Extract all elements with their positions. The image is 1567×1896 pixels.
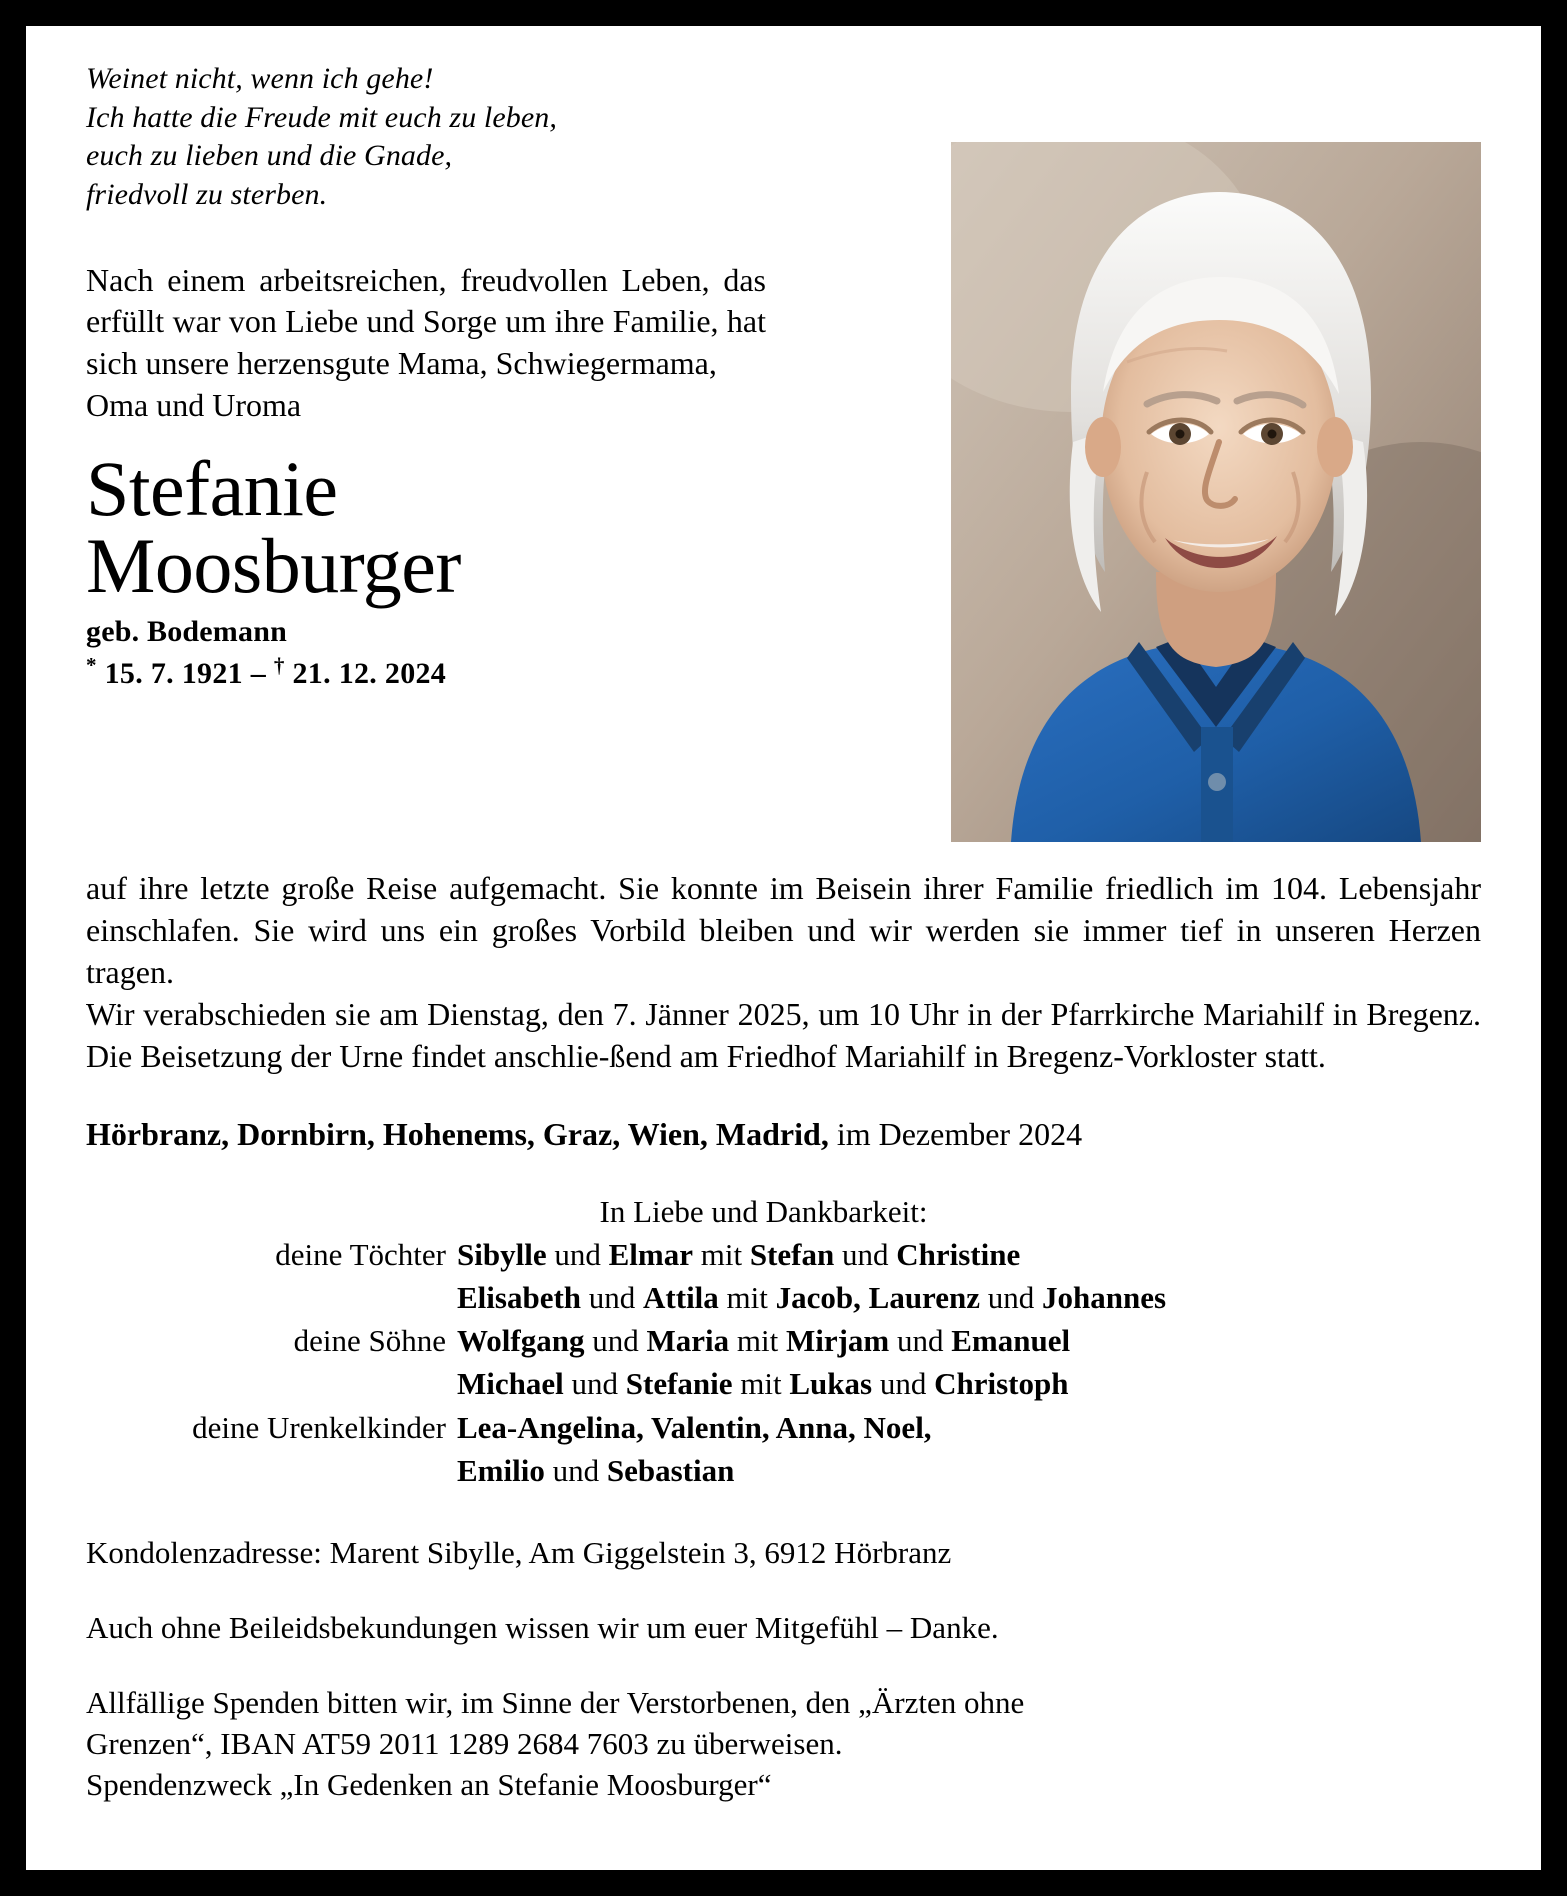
family-name-bold: Emilio bbox=[457, 1452, 545, 1488]
family-name-bold: Attila bbox=[643, 1279, 719, 1315]
family-row-names bbox=[457, 1450, 1481, 1491]
family-connector: mit bbox=[732, 1366, 790, 1402]
intro-last-line: Oma und Uroma bbox=[86, 386, 302, 423]
family-row-names bbox=[457, 1320, 1481, 1361]
deceased-name bbox=[86, 445, 786, 610]
places-line bbox=[86, 1116, 1481, 1153]
family-name-bold: Emanuel bbox=[951, 1323, 1071, 1359]
birth-star-symbol: * bbox=[86, 652, 97, 677]
text-column bbox=[86, 60, 786, 691]
places-date: im Dezember 2024 bbox=[828, 1115, 1083, 1152]
family-name-bold: Johannes bbox=[1042, 1279, 1167, 1315]
poem bbox=[86, 60, 786, 215]
family-name-bold: Elisabeth bbox=[457, 1279, 582, 1315]
paragraph-funeral: Wir verabschieden sie am Dienstag, den 7. Jänner 2025, um 10 Uhr in der Pfarrkirche Mariahilf in Bregenz. Die Beisetzung der Urne findet anschlie-ßend am Friedhof Mariahilf in Bregenz-Vorkloster statt. bbox=[86, 995, 1481, 1074]
date-separator: – bbox=[250, 656, 267, 690]
family-name-bold: Sibylle bbox=[457, 1236, 547, 1272]
spacer-2 bbox=[86, 1649, 1481, 1683]
family-row bbox=[86, 1363, 1481, 1404]
family-connector: und bbox=[872, 1366, 935, 1402]
family-name-bold: Wolfgang bbox=[457, 1323, 585, 1359]
given-name: Stefanie bbox=[86, 445, 338, 533]
birth-date: 15. 7. 1921 bbox=[104, 656, 243, 690]
family-name-bold: Elmar bbox=[608, 1236, 693, 1272]
family-name-bold: Lukas bbox=[789, 1366, 873, 1402]
poem-line-1: Weinet nicht, wenn ich gehe! bbox=[86, 62, 434, 95]
family-row bbox=[86, 1407, 1481, 1448]
intro-text: Nach einem arbeitsreichen, freudvollen Leben, das erfüllt war von Liebe und Sorge um ihre Familie, hat sich unsere herzensgute Mama, Schwiegermama, bbox=[86, 261, 766, 381]
sympathy-note: Auch ohne Beileidsbekundungen wissen wir um euer Mitgefühl – Danke. bbox=[86, 1609, 999, 1645]
death-cross-symbol: † bbox=[273, 652, 285, 677]
family-connector: und bbox=[563, 1366, 626, 1402]
family-name-bold: Christine bbox=[896, 1236, 1021, 1272]
family-row-label: deine Söhne bbox=[293, 1323, 446, 1359]
top-area bbox=[86, 60, 1481, 850]
family-connector: und bbox=[544, 1452, 607, 1488]
family-row-label bbox=[86, 1363, 457, 1404]
family-block bbox=[86, 1191, 1481, 1492]
poem-line-2: Ich hatte die Freude mit euch zu leben, bbox=[86, 100, 557, 134]
family-row-label: deine Urenkelkinder bbox=[192, 1409, 446, 1445]
family-row bbox=[86, 1450, 1481, 1491]
family-name-bold: Jacob, Laurenz bbox=[775, 1279, 981, 1315]
spacer-1 bbox=[86, 1574, 1481, 1608]
life-dates bbox=[86, 653, 786, 691]
condolence-address: Kondolenzadresse: Marent Sibylle, Am Giggelstein 3, 6912 Hörbranz bbox=[86, 1535, 952, 1571]
family-name-bold: Sebastian bbox=[606, 1452, 735, 1488]
family-name-bold: Maria bbox=[646, 1323, 730, 1359]
donation-line-2: Grenzen“, IBAN AT59 2011 1289 2684 7603 zu überweisen. bbox=[86, 1725, 843, 1761]
family-row-label bbox=[86, 1277, 457, 1318]
family-row bbox=[86, 1320, 1481, 1361]
family-name-bold: Stefanie bbox=[625, 1366, 733, 1402]
family-connector: und bbox=[834, 1236, 897, 1272]
places-list: Hörbranz, Dornbirn, Hohenems, Graz, Wien, Madrid, bbox=[86, 1115, 829, 1152]
family-row-names bbox=[457, 1363, 1481, 1404]
donation-line-1: Allfällige Spenden bitten wir, im Sinne der Verstorbenen, den „Ärzten ohne bbox=[86, 1684, 1025, 1720]
family-rows bbox=[86, 1234, 1481, 1491]
family-row bbox=[86, 1234, 1481, 1275]
poem-line-3: euch zu lieben und die Gnade, bbox=[86, 139, 453, 173]
family-connector: mit bbox=[729, 1323, 786, 1359]
family-name-bold: Lea-Angelina, Valentin, Anna, Noel, bbox=[457, 1409, 932, 1445]
family-row bbox=[86, 1277, 1481, 1318]
death-date: 21. 12. 2024 bbox=[292, 656, 447, 690]
family-heading: In Liebe und Dankbarkeit: bbox=[599, 1193, 928, 1229]
family-connector: und bbox=[581, 1279, 644, 1315]
family-connector: mit bbox=[692, 1236, 750, 1272]
paragraph-journey: auf ihre letzte große Reise aufgemacht. Sie konnte im Beisein ihrer Familie friedlich im 104. Lebensjahr einschlafen. Sie wird uns ein großes Vorbild bleiben und wir werden sie immer tief in unseren Herzen tragen. bbox=[86, 870, 1481, 990]
family-connector: und bbox=[889, 1323, 952, 1359]
family-connector: und bbox=[584, 1323, 647, 1359]
poem-line-4: friedvoll zu sterben. bbox=[86, 178, 328, 212]
body-text bbox=[86, 868, 1481, 1078]
family-row-names bbox=[457, 1277, 1481, 1318]
family-row-names bbox=[457, 1407, 1481, 1448]
intro-paragraph bbox=[86, 260, 766, 426]
donation-line-3: Spendenzweck „In Gedenken an Stefanie Moosburger“ bbox=[86, 1766, 772, 1802]
maiden-name: geb. Bodemann bbox=[86, 614, 287, 648]
portrait-photo bbox=[951, 142, 1481, 842]
family-name-bold: Michael bbox=[457, 1366, 564, 1402]
family-connector: und bbox=[546, 1236, 609, 1272]
family-name-bold: Stefan bbox=[749, 1236, 835, 1272]
family-connector: mit bbox=[718, 1279, 776, 1315]
family-row-names bbox=[457, 1234, 1481, 1275]
family-name-bold: Christoph bbox=[934, 1366, 1069, 1402]
family-connector: und bbox=[980, 1279, 1043, 1315]
footer-block bbox=[86, 1533, 1481, 1806]
family-row-label bbox=[86, 1450, 457, 1491]
family-name-bold: Mirjam bbox=[785, 1323, 890, 1359]
family-name: Moosburger bbox=[86, 522, 461, 610]
family-row-label: deine Töchter bbox=[275, 1236, 446, 1272]
